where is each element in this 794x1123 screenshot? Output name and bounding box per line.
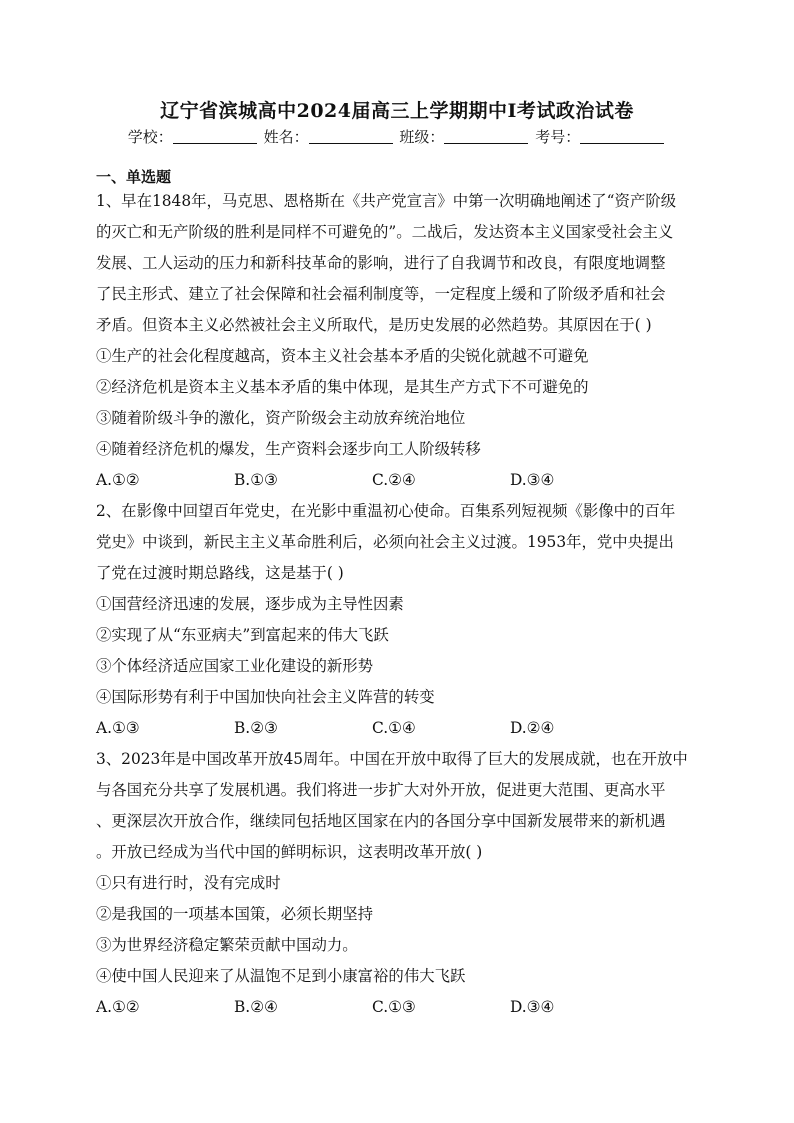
- exam-number-label: 考号：: [535, 128, 581, 146]
- statement-option: ④随着经济危机的爆发，生产资料会逐步向工人阶级转移: [96, 440, 481, 458]
- question-stem-line: 的灭亡和无产阶级的胜利是同样不可避免的”。二战后，发达资本主义国家受社会主义: [96, 223, 674, 241]
- question-stem-line: 了党在过渡时期总路线，这是基于( ): [96, 564, 344, 582]
- class-blank: [444, 129, 528, 144]
- student-info-row: [0, 126, 794, 147]
- answer-choices: [96, 992, 700, 1023]
- choice-b: B.②④: [234, 998, 278, 1016]
- question-list: [96, 186, 700, 1023]
- question-1: [96, 186, 700, 496]
- choice-d: D.③④: [510, 471, 555, 489]
- statement-option: ②是我国的一项基本国策，必须长期坚持: [96, 905, 374, 923]
- choice-a: A.①②: [96, 998, 140, 1016]
- question-stem-line: 了民主形式、建立了社会保障和社会福利制度等，一定程度上缓和了阶级矛盾和社会: [96, 285, 666, 303]
- question-stem-line: 3、2023年是中国改革开放45周年。中国在开放中取得了巨大的发展成就，也在开放中: [96, 750, 688, 768]
- statement-option: ④国际形势有利于中国加快向社会主义阵营的转变: [96, 688, 435, 706]
- name-blank: [309, 129, 393, 144]
- statement-option: ①生产的社会化程度越高，资本主义社会基本矛盾的尖锐化就越不可避免: [96, 347, 589, 365]
- class-label: 班级：: [399, 128, 445, 146]
- choice-b: B.①③: [234, 471, 278, 489]
- question-stem-line: 2、在影像中回望百年党史，在光影中重温初心使命。百集系列短视频《影像中的百年: [96, 502, 676, 520]
- question-stem-line: 与各国充分共享了发展机遇。我们将进一步扩大对外开放，促进更大范围、更高水平: [96, 781, 666, 799]
- question-3: [96, 744, 700, 1023]
- exam-number-blank: [580, 129, 664, 144]
- school-label: 学校：: [127, 128, 173, 146]
- statement-option: ①国营经济迅速的发展，逐步成为主导性因素: [96, 595, 404, 613]
- choice-c: C.②④: [372, 471, 416, 489]
- statement-option: ③为世界经济稳定繁荣贡献中国动力。: [96, 936, 358, 954]
- name-label: 姓名：: [263, 128, 309, 146]
- question-stem-line: 、更深层次开放合作，继续同包括地区国家在内的各国分享中国新发展带来的新机遇: [96, 812, 666, 830]
- question-stem-line: 矛盾。但资本主义必然被社会主义所取代，是历史发展的必然趋势。其原因在于( ): [96, 316, 652, 334]
- choice-a: A.①③: [96, 719, 140, 737]
- choice-d: D.③④: [510, 998, 555, 1016]
- school-blank: [173, 129, 257, 144]
- choice-c: C.①④: [372, 719, 416, 737]
- choice-a: A.①②: [96, 471, 140, 489]
- question-stem-line: 。开放已经成为当代中国的鲜明标识，这表明改革开放( ): [96, 843, 483, 861]
- statement-option: ④使中国人民迎来了从温饱不足到小康富裕的伟大飞跃: [96, 967, 466, 985]
- statement-option: ②经济危机是资本主义基本矛盾的集中体现，是其生产方式下不可避免的: [96, 378, 589, 396]
- exam-title: 辽宁省滨城高中2024届高三上学期期中Ⅰ考试政治试卷: [160, 100, 634, 122]
- question-stem-line: 1、早在1848年，马克思、恩格斯在《共产党宣言》中第一次明确地阐述了“资产阶级: [96, 192, 677, 210]
- question-stem-line: 发展、工人运动的压力和新科技革命的影响，进行了自我调节和改良，有限度地调整: [96, 254, 666, 272]
- answer-choices: [96, 465, 700, 496]
- question-2: [96, 496, 700, 744]
- section-heading: 一、单选题: [96, 168, 172, 186]
- statement-option: ③随着阶级斗争的激化，资产阶级会主动放弃统治地位: [96, 409, 466, 427]
- statement-option: ①只有进行时，没有完成时: [96, 874, 281, 892]
- answer-choices: [96, 713, 700, 744]
- choice-b: B.②③: [234, 719, 278, 737]
- question-stem-line: 党史》中谈到，新民主主义革命胜利后，必须向社会主义过渡。1953年，党中央提出: [96, 533, 674, 551]
- statement-option: ②实现了从“东亚病夫”到富起来的伟大飞跃: [96, 626, 389, 644]
- statement-option: ③个体经济适应国家工业化建设的新形势: [96, 657, 374, 675]
- choice-c: C.①③: [372, 998, 416, 1016]
- choice-d: D.②④: [510, 719, 555, 737]
